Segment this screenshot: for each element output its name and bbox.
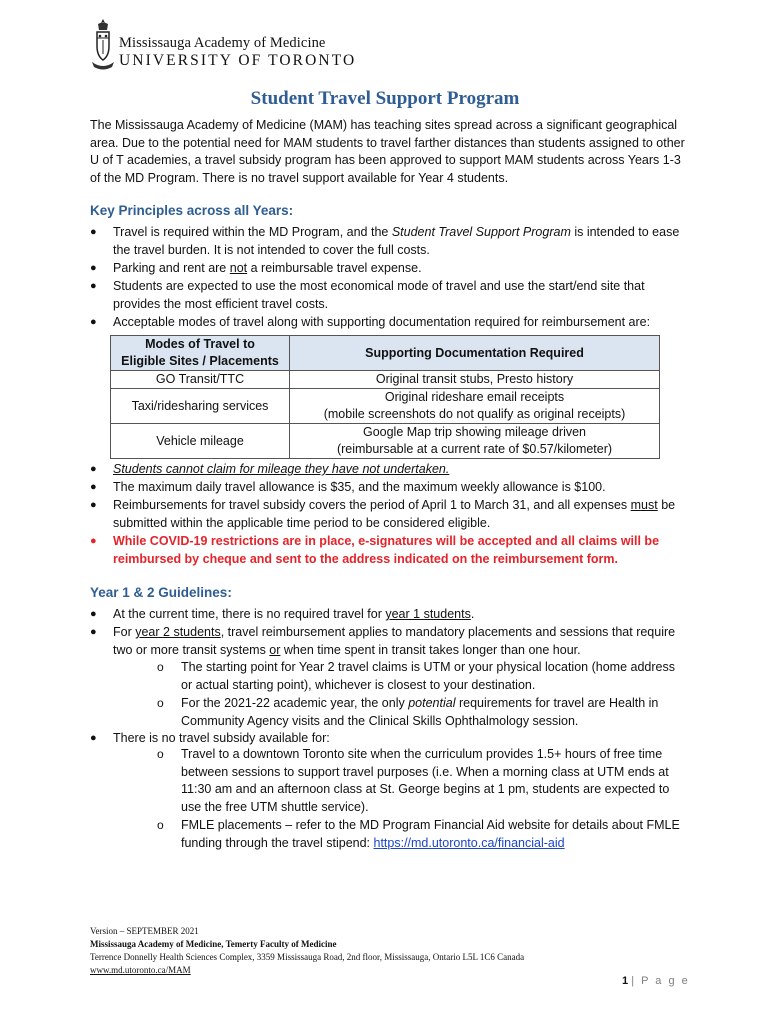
text: be submitted within the applicable time period to be considered eligible. [113, 498, 676, 530]
text: The starting point for Year 2 travel claims is UTM or your physical location (home address or actual starting point), whichever is closest to your destination. [181, 660, 675, 692]
bullet-icon: ● [90, 280, 97, 292]
text: Travel to a downtown Toronto site when the curriculum provides 1.5+ hours of free time between sessions to support travel purposes (i.e. When a morning class at UTM ends at 11:30 am and an afternoon class at St. George begins at 1 pm, students are expected to use the free UTM shuttle service). [181, 747, 670, 814]
footer-org: Mississauga Academy of Medicine, Temerty Faculty of Medicine [90, 939, 337, 949]
program-name: Student Travel Support Program [391, 225, 571, 239]
table-row [111, 389, 660, 424]
text: At the current time, there is no required travel for [113, 607, 386, 621]
text: , travel reimbursement applies to mandatory placements and sessions that require two or more transit systems [113, 625, 676, 657]
text: is intended to ease the travel burden. It is not intended to cover the full costs. [113, 225, 680, 257]
text: when time spent in transit takes longer than one hour. [280, 642, 581, 657]
bullet-icon: ● [90, 226, 97, 238]
doc-line1: Google Map trip showing mileage driven [362, 425, 587, 439]
emphasis: year 1 students [385, 607, 471, 621]
text: FMLE placements – refer to the MD Program Financial Aid website for details about FMLE funding through the travel stipend: [181, 818, 680, 850]
table-row [111, 424, 660, 459]
emphasis: potential [408, 696, 456, 710]
university-crest-icon [89, 18, 117, 74]
doc-cell [290, 424, 660, 459]
text: Acceptable modes of travel along with supporting documentation required for reimbursement are: [113, 315, 651, 329]
bullet-icon: ● [90, 316, 97, 328]
bullet-icon: ● [90, 463, 97, 475]
text: There is no travel subsidy available for: [113, 731, 330, 745]
text: Students are expected to use the most economical mode of travel and use the start/end site that provides the most efficient travel costs. [113, 279, 645, 311]
doc-line1: Original rideshare email receipts [384, 390, 565, 404]
travel-modes-table [110, 335, 660, 459]
org-line-1: Mississauga Academy of Medicine [119, 35, 326, 51]
covid-notice: While COVID-19 restrictions are in place, e-signatures will be accepted and all claims will be reimbursed by cheque and sent to the address indicated on the reimbursement form. [113, 534, 660, 566]
principles-heading: Key Principles across all Years: [90, 203, 294, 218]
bullet-icon: ● [90, 608, 97, 620]
emphasis: or [269, 642, 281, 657]
text: a reimbursable travel expense. [247, 261, 422, 275]
sub-bullet-icon: o [157, 818, 164, 832]
sub-bullet-icon: o [157, 696, 164, 710]
doc-cell [290, 389, 660, 424]
text: requirements for travel are Health in Community Agency visits and the Clinical Skills Ophthalmology session. [181, 696, 659, 728]
header-doc: Supporting Documentation Required [290, 336, 660, 371]
intro-paragraph: The Mississauga Academy of Medicine (MAM) has teaching sites spread across a significant geographical area. Due to the potential need for MAM students to travel farther distances than students assigned to other U of T academies, a travel subsidy program has been approved to support MAM students across Years 1-3 of the MD Program. There is no travel support available for Year 4 students. [90, 118, 685, 185]
text: The maximum daily travel allowance is $35, and the maximum weekly allowance is $100. [113, 480, 606, 494]
sub-bullet-icon: o [157, 747, 164, 761]
emphasis: year 2 students [135, 625, 221, 639]
header-mode-line1: Modes of Travel to [145, 337, 255, 351]
bullet-icon: ● [90, 499, 97, 511]
mode-cell: Vehicle mileage [111, 424, 290, 459]
mode-cell: GO Transit/TTC [111, 371, 290, 389]
financial-aid-link[interactable]: https://md.utoronto.ca/financial-aid [373, 835, 565, 850]
doc-line2: (reimbursable at a current rate of $0.57/kilometer) [336, 442, 613, 456]
footer-address: Terrence Donnelly Health Sciences Complex, 3359 Mississauga Road, 2nd floor, Mississauga, Ontario L5L 1C6 Canada [90, 952, 525, 962]
footer-url-link[interactable]: www.md.utoronto.ca/MAM [90, 965, 191, 975]
table-row [111, 371, 660, 389]
header-mode [111, 336, 290, 371]
footer-version: Version – SEPTEMBER 2021 [90, 926, 199, 936]
bullet-icon: ● [90, 626, 97, 638]
doc-cell: Original transit stubs, Presto history [290, 371, 660, 389]
page-number [622, 975, 690, 987]
doc-line2: (mobile screenshots do not qualify as original receipts) [323, 407, 626, 421]
text: Parking and rent are [113, 261, 230, 275]
bullet-icon: ● [90, 535, 97, 547]
bullet-icon: ● [90, 481, 97, 493]
bullet-icon: ● [90, 732, 97, 744]
page-title: Student Travel Support Program [250, 88, 520, 109]
text: For the 2021-22 academic year, the only [181, 696, 409, 710]
text: Students cannot claim for mileage they have not undertaken. [113, 462, 450, 476]
text: . [470, 607, 475, 621]
text: Reimbursements for travel subsidy covers the period of April 1 to March 31, and all expenses [113, 498, 631, 512]
page-number-value: 1 [622, 975, 629, 987]
emphasis: not [229, 261, 248, 275]
table-header-row [111, 336, 660, 371]
sub-bullet-icon: o [157, 660, 164, 674]
page-label: | P a g e [631, 975, 690, 987]
mode-cell: Taxi/ridesharing services [111, 389, 290, 424]
year12-heading: Year 1 & 2 Guidelines: [90, 585, 232, 600]
bullet-icon: ● [90, 262, 97, 274]
org-line-2: UNIVERSITY OF TORONTO [119, 52, 357, 69]
text: Travel is required within the MD Program, and the [113, 225, 392, 239]
header-mode-line2: Eligible Sites / Placements [121, 354, 279, 368]
text: For [113, 625, 136, 639]
emphasis: must [630, 498, 658, 512]
